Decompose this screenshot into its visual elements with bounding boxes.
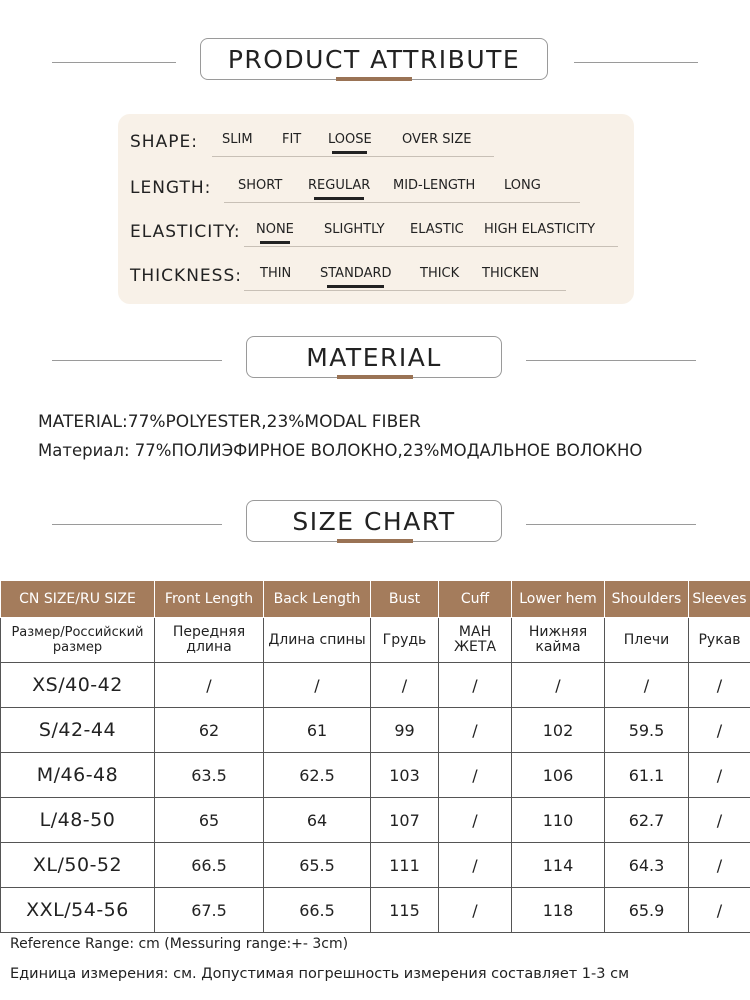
size-cell: L/48-50 — [1, 798, 155, 843]
table-cell: 106 — [512, 753, 605, 798]
table-cell: 62.7 — [605, 798, 689, 843]
attr-label: LENGTH: — [130, 178, 212, 198]
table-cell: / — [439, 798, 512, 843]
table-cell: / — [605, 663, 689, 708]
divider — [52, 62, 176, 63]
attr-option: MID-LENGTH — [393, 178, 476, 193]
table-cell: 66.5 — [155, 843, 264, 888]
attr-option-selected: STANDARD — [320, 266, 392, 281]
attr-label: SHAPE: — [130, 132, 198, 152]
size-cell: XL/50-52 — [1, 843, 155, 888]
table-cell: 110 — [512, 798, 605, 843]
attr-option: HIGH ELASTICITY — [484, 222, 596, 237]
divider — [526, 360, 696, 361]
column-header-ru: Плечи — [605, 618, 689, 663]
attr-label: ELASTICITY: — [130, 222, 241, 242]
table-cell: / — [512, 663, 605, 708]
row-underline — [212, 156, 494, 157]
attr-option-selected: NONE — [256, 222, 294, 237]
table-cell: 114 — [512, 843, 605, 888]
size-cell: XS/40-42 — [1, 663, 155, 708]
size-chart-title: SIZE CHART — [246, 500, 502, 542]
divider — [526, 524, 696, 525]
size-table — [0, 580, 750, 933]
attribute-panel — [118, 114, 634, 304]
column-header: Back Length — [264, 581, 371, 618]
table-cell: / — [689, 708, 750, 753]
column-header: Sleeves — [689, 581, 750, 618]
table-cell: 111 — [371, 843, 439, 888]
table-cell: / — [689, 753, 750, 798]
attr-option: THICKEN — [482, 266, 540, 281]
table-cell: 65.5 — [264, 843, 371, 888]
table-cell: / — [371, 663, 439, 708]
size-cell: XXL/54-56 — [1, 888, 155, 933]
table-cell: / — [439, 708, 512, 753]
divider — [574, 62, 698, 63]
attr-row-length — [118, 174, 634, 204]
table-cell: 66.5 — [264, 888, 371, 933]
table-row — [1, 753, 750, 798]
attr-option: SHORT — [238, 178, 283, 193]
column-header-ru: Передняя длина — [155, 618, 264, 663]
attr-label: THICKNESS: — [130, 266, 242, 286]
reference-range-note: Reference Range: cm (Messuring range:+- 3cm) — [10, 936, 349, 952]
table-cell: 99 — [371, 708, 439, 753]
title-accent-bar — [337, 539, 413, 543]
table-row — [1, 798, 750, 843]
row-underline — [244, 246, 618, 247]
column-header: CN SIZE/RU SIZE — [1, 581, 155, 618]
material-en: MATERIAL:77%POLYESTER,23%MODAL FIBER — [38, 412, 421, 432]
row-underline — [224, 202, 580, 203]
attr-option: ELASTIC — [410, 222, 464, 237]
attr-option-selected: REGULAR — [308, 178, 371, 193]
table-cell: 63.5 — [155, 753, 264, 798]
material-ru: Материал: 77%ПОЛИЭФИРНОЕ ВОЛОКНО,23%МОДАЛЬНОЕ ВОЛОКНО — [38, 441, 643, 460]
table-header-row — [1, 581, 750, 618]
attr-option: FIT — [282, 132, 302, 147]
row-underline — [244, 290, 566, 291]
size-cell: S/42-44 — [1, 708, 155, 753]
table-row — [1, 663, 750, 708]
table-cell: 64.3 — [605, 843, 689, 888]
attr-option: THIN — [260, 266, 292, 281]
table-cell: 64 — [264, 798, 371, 843]
column-header-ru: Нижняя кайма — [512, 618, 605, 663]
table-cell: 59.5 — [605, 708, 689, 753]
table-cell: 61.1 — [605, 753, 689, 798]
table-cell: 62 — [155, 708, 264, 753]
attr-option: SLIM — [222, 132, 253, 147]
attr-row-elasticity — [118, 218, 634, 248]
table-cell: / — [439, 843, 512, 888]
table-cell: / — [439, 663, 512, 708]
column-header-ru: Грудь — [371, 618, 439, 663]
size-cell: M/46-48 — [1, 753, 155, 798]
table-cell: 67.5 — [155, 888, 264, 933]
table-cell: / — [264, 663, 371, 708]
column-header: Front Length — [155, 581, 264, 618]
title-accent-bar — [337, 375, 413, 379]
attr-option: OVER SIZE — [402, 132, 472, 147]
table-cell: / — [439, 888, 512, 933]
column-header-ru: МАН ЖЕТА — [439, 618, 512, 663]
table-cell: 115 — [371, 888, 439, 933]
attr-option-selected: LOOSE — [328, 132, 372, 147]
material-section-header — [0, 336, 750, 386]
table-row — [1, 843, 750, 888]
attr-row-shape — [118, 128, 634, 158]
table-cell: 62.5 — [264, 753, 371, 798]
attr-row-thickness — [118, 262, 634, 292]
table-cell: / — [689, 843, 750, 888]
column-header: Lower hem — [512, 581, 605, 618]
table-row — [1, 888, 750, 933]
attr-option: THICK — [420, 266, 460, 281]
column-header-ru: Длина спины — [264, 618, 371, 663]
column-header: Bust — [371, 581, 439, 618]
column-header: Cuff — [439, 581, 512, 618]
table-cell: 102 — [512, 708, 605, 753]
table-cell: 107 — [371, 798, 439, 843]
attribute-section-header — [0, 38, 750, 88]
table-cell: 103 — [371, 753, 439, 798]
table-cell: / — [439, 753, 512, 798]
table-cell: 65 — [155, 798, 264, 843]
table-cell: / — [155, 663, 264, 708]
column-header-ru: Рукав — [689, 618, 750, 663]
table-cell: 61 — [264, 708, 371, 753]
column-header: Shoulders — [605, 581, 689, 618]
attr-option: LONG — [504, 178, 541, 193]
table-header-ru-row — [1, 618, 750, 663]
measurement-note-ru: Единица измерения: см. Допустимая погрешность измерения составляет 1-3 см — [10, 966, 630, 982]
table-cell: / — [689, 663, 750, 708]
material-title: MATERIAL — [246, 336, 502, 378]
table-cell: 65.9 — [605, 888, 689, 933]
table-cell: / — [689, 888, 750, 933]
title-accent-bar — [336, 77, 412, 81]
attr-option: SLIGHTLY — [324, 222, 385, 237]
size-chart-section-header — [0, 500, 750, 550]
attribute-title: PRODUCT ATTRIBUTE — [200, 38, 548, 80]
divider — [52, 524, 222, 525]
table-cell: / — [689, 798, 750, 843]
table-row — [1, 708, 750, 753]
column-header-ru: Размер/Российский размер — [1, 618, 155, 663]
divider — [52, 360, 222, 361]
table-cell: 118 — [512, 888, 605, 933]
